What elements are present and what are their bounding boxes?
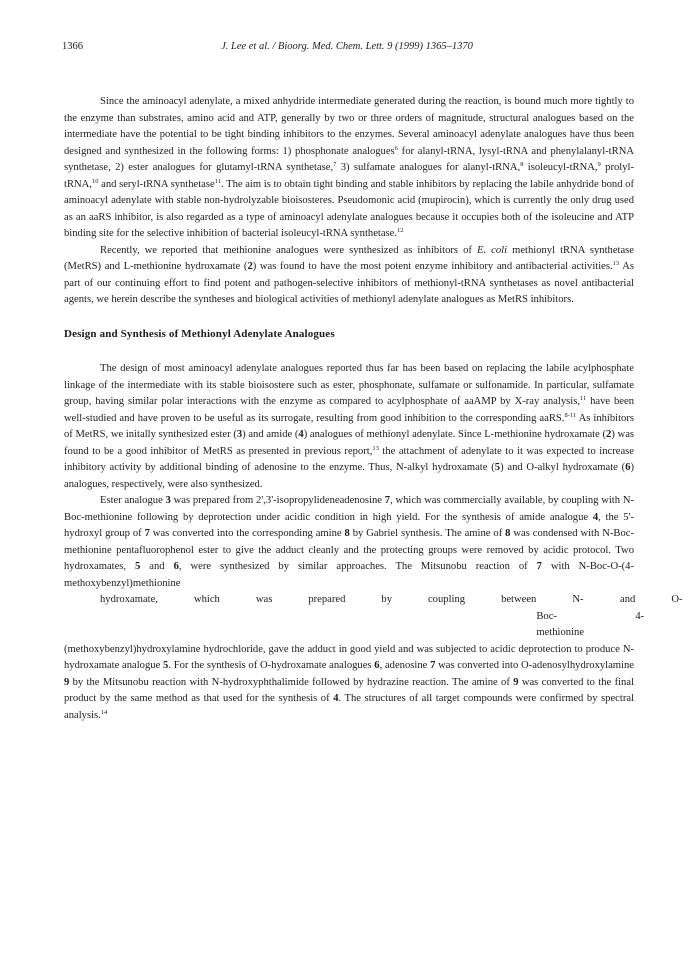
paragraph-synthesis: Ester analogue 3 was prepared from 2',3'-isopropylideneadenosine 7, which was commercially available, by coupling with N-Boc-methionine following by deprotection under acidic condition in high yield. For the synthesis of amide analogue 4, the 5'-hydroxyl group of 7 was converted into the corresponding amine 8 by Gabriel synthesis. The amine of 8 was condensed with N-Boc-methionine pentafluorophenol ester to give the adduct cleanly and the protecting groups were removed by acidic protocol. Two hydroxamates, 5 and 6, were synthesized by similar approaches. The Mitsunobu reaction of 7 with N-Boc-O-(4-methoxybenzyl)methionine xyxy=(64,495,634,589)
paragraph-synthesis-spaced-line: hydroxamate, which was prepared by coupling between N-Boc-methionine and O-4- xyxy=(100,594,683,638)
journal-reference: J. Lee et al. / Bioorg. Med. Chem. Lett. 9 (1999) 1365–1370 xyxy=(221,41,473,52)
paragraph-intro: Since the aminoacyl adenylate, a mixed anhydride intermediate generated during the reaction, is bound much more tightly to the enzyme than substrates, amino acid and ATP, generally by two or three orders of magnitude, structural analogues based on the intermediate have the potential to be tight binding inhibitors to the enzymes. Several aminoacyl adenylate analogues have thus been designed and synthesized in the following forms: 1) phosphonate analogues$^6$ for alanyl-tRNA, lysyl-tRNA and phenylalanyl-tRNA synthetase, 2) ester analogues for glutamyl-tRNA synthetase,$^7$ 3) sulfamate analogues for alanyl-tRNA,$^8$ isoleucyl-tRNA,$^9$ prolyl-tRNA,$^{10}$ and seryl-tRNA synthetase$^{11}$. The aim is to obtain tight binding and stable inhibitors by replacing the labile anhydride bond of aminoacyl adenylate with stable non-hydrolyzable bioisosteres. Pseudomonic acid (mupirocin), which is currently the only drug used as an aaRS inhibitor, is also regarded as a type of aminoacyl adenylate analogues because it occupies both of the isoleucine and ATP binding site for the selective inhibition of bacterial isoleucyl-tRNA synthetase.$^{12}$ xyxy=(64,96,634,239)
article-body xyxy=(64,94,683,724)
running-head xyxy=(62,40,632,54)
page-number: 1366 xyxy=(62,41,83,52)
paragraph-synthesis-continued: (methoxybenzyl)hydroxylamine hydrochloride, gave the adduct in good yield and was subjected to acidic deprotection to produce N-hydroxamate analogue 5. For the synthesis of O-hydroxamate analogues 6, adenosine 7 was converted into O-adenosylhydroxylamine 9 by the Mitsunobu reaction with N-hydroxyphthalimide followed by hydrazine reaction. The amine of 9 was converted to the final product by the same method as that used for the synthesis of 4. The structures of all target compounds were confirmed by spectral analysis.$^{14}$ xyxy=(64,643,634,721)
section-heading: Design and Synthesis of Methionyl Adenylate Analogues xyxy=(64,327,335,340)
paragraph-recent-work: Recently, we reported that methionine analogues were synthesized as inhibitors of E. coli methionyl tRNA synthetase (MetRS) and L-methionine hydroxamate (2) was found to have the most potent enzyme inhibitory and antibacterial activities.$^{13}$ As part of our continuing effort to find potent and pathogen-selective inhibitors of methionyl-tRNA synthetases as novel antibacterial agents, we herein describe the syntheses and biological activities of methionyl adenylate analogues as MetRS inhibitors. xyxy=(64,244,634,305)
paragraph-design: The design of most aminoacyl adenylate analogues reported thus far has been based on replacing the labile acylphosphate linkage of the intermediate with its stable bioisostere such as ester, phosphonate, sulfamate or sulfonamide. In particular, sulfamate group, having similar polar interactions with the enzyme as compared to acylphosphate of aaAMP by X-ray analysis,$^{11}$ have been well-studied and have proven to be useful as its surrogate, resulting from good inhibition to the corresponding aaRS.$^{8-11}$ As inhibitors of MetRS, we initally synthesized ester (3) and amide (4) analogues of methionyl adenylate. Since L-methionine hydroxamate (2) was found to be a good inhibitor of MetRS as presented in previous report,$^{13}$ the attachment of adenylate to it was expected to increase inhibitory activity by additional binding of adenosine to the enzyme. Thus, N-alkyl hydroxamate (5) and O-alkyl hydroxamate (6) analogues, respectively, were also synthesized. xyxy=(64,363,635,490)
